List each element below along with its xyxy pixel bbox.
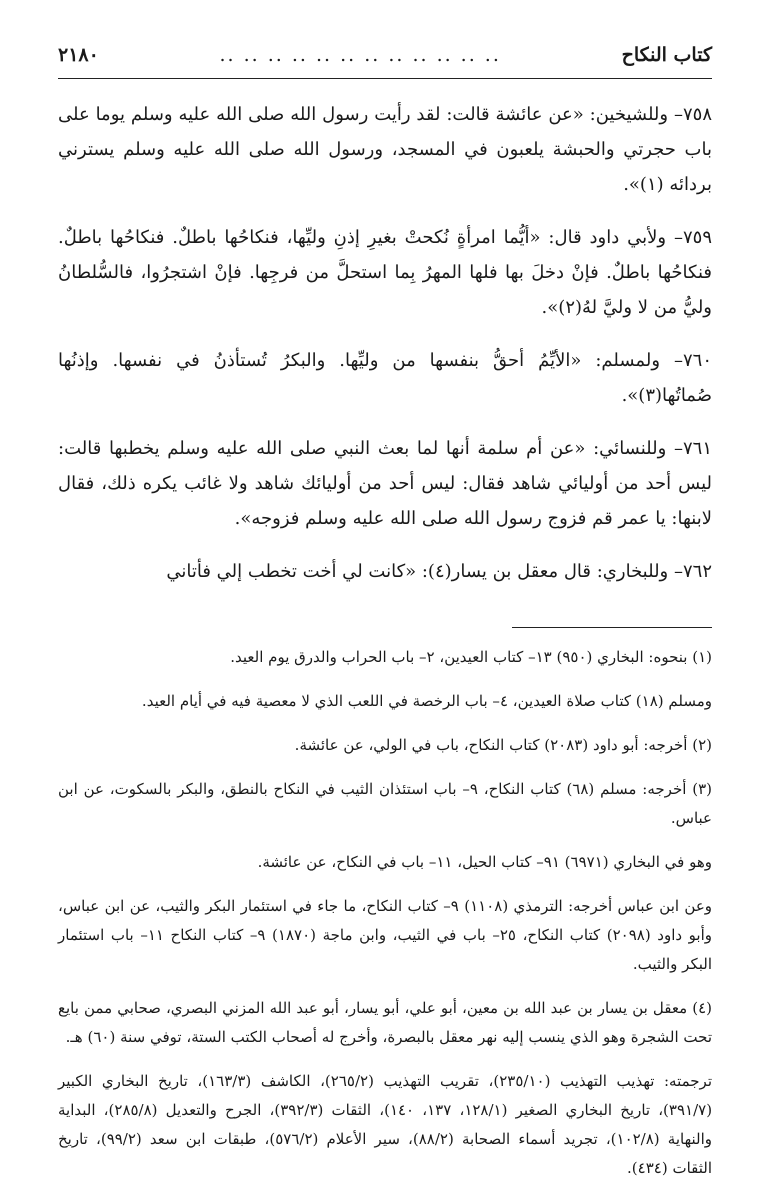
footnote-line: ترجمته: تهذيب التهذيب (٢٣٥/١٠)، تقريب التهذيب (٢٦٥/٢)، الكاشف (١٦٣/٣)، تاريخ البخاري الكبير (٣٩١/٧)، تاريخ البخاري الصغير (١٢٨/١، ١٣٧، ١٤٠)، الثقات (٣٩٢/٣)، الجرح والتعديل (٢٨٥/٨)، البداية والنهاية (١٠٢/٨)، تجريد أسماء الصحابة (٨٨/٢)، سير الأعلام (٥٧٦/٢)، طبقات ابن سعد (٩٩/٢)، تاريخ الثقات (٤٣٤). — [58, 1072, 713, 1177]
running-header — [58, 44, 712, 79]
footnote-line: (٢) أخرجه: أبو داود (٢٠٨٣) كتاب النكاح، باب في الولي، عن عائشة. — [294, 736, 712, 754]
chapter-title: كتاب النكاح — [621, 44, 712, 66]
footnote-separator — [512, 627, 712, 628]
footnote-line: (١) بنحوه: البخاري (٩٥٠) ١٣– كتاب العيدين، ٢– باب الحراب والدرق يوم العيد. — [230, 648, 712, 666]
footnotes — [58, 643, 712, 1183]
footnote-line: ومسلم (١٨) كتاب صلاة العيدين، ٤– باب الرخصة في اللعب الذي لا معصية فيه في أيام العيد. — [141, 692, 712, 710]
footnote-line: وعن ابن عباس أخرجه: الترمذي (١١٠٨) ٩– كتاب النكاح، ما جاء في استئمار البكر والثيب، عن ابن عباس، وأبو داود (٢٠٩٨) كتاب النكاح، ٢٥– باب في الثيب، وابن ماجة (١٨٧٠) ٩– كتاب النكاح ١١– باب استئمار البكر والثيب. — [58, 897, 713, 973]
footnote-line: (٤) معقل بن يسار بن عبد الله بن معين، أبو علي، أبو يسار، أبو عبد الله المزني البصري، صحابي ممن بايع تحت الشجرة وهو الذي ينسب إليه نهر معقل بالبصرة، وأخرج له أصحاب الكتب الستة، توفي سنة (٦٠) هـ. — [58, 999, 712, 1046]
hadith-760: ٧٦٠– ولمسلم: «الأيِّمُ أحقُّ بنفسها من وليِّها. والبكرُ تُستأذنُ في نفسها. وإذنُها صُماتُها(٣)». — [58, 350, 712, 406]
hadith-758: ٧٥٨– وللشيخين: «عن عائشة قالت: لقد رأيت رسول الله صلى الله عليه وسلم يوما على باب حجرتي والحبشة يلعبون في المسجد، ورسول الله صلى الله عليه وسلم يسترني بردائه (١)». — [58, 104, 712, 195]
header-leader-dots: .. .. .. .. .. .. .. .. .. .. .. .. — [219, 44, 501, 66]
book-page — [58, 44, 712, 1185]
main-text — [58, 97, 712, 589]
hadith-762: ٧٦٢– وللبخاري: قال معقل بن يسار(٤): «كانت لي أخت تخطب إلي فأتاني — [166, 561, 712, 582]
hadith-761: ٧٦١– وللنسائي: «عن أم سلمة أنها لما بعث النبي صلى الله عليه وسلم يخطبها قالت: ليس أحد من أوليائي شاهد فقال: ليس أحد من أوليائك شاهد ولا غائب يكره ذلك، فقال لابنها: يا عمر قم فزوج رسول الله صلى الله عليه وسلم فزوجه». — [58, 438, 712, 529]
page-number: ٢١٨٠ — [58, 44, 99, 66]
footnote-line: وهو في البخاري (٦٩٧١) ٩١– كتاب الحيل، ١١– باب في النكاح، عن عائشة. — [257, 853, 712, 871]
footnote-line: (٣) أخرجه: مسلم (٦٨) كتاب النكاح، ٩– باب استئذان الثيب في النكاح بالنطق، والبكر بالسكوت، عن ابن عباس. — [58, 780, 712, 827]
hadith-759: ٧٥٩– ولأبي داود قال: «أيُّما امرأةٍ نُكحتْ بغيرِ إذنِ وليِّها، فنكاحُها باطلٌ. فنكاحُها باطلٌ. فنكاحُها باطلٌ. فإنْ دخلَ بها فلها المهرُ بِما استحلَّ من فرجِها. فإنْ اشتجرُوا، فالسُّلطانُ وليُّ من لا وليَّ لهُ(٢)». — [58, 227, 712, 318]
